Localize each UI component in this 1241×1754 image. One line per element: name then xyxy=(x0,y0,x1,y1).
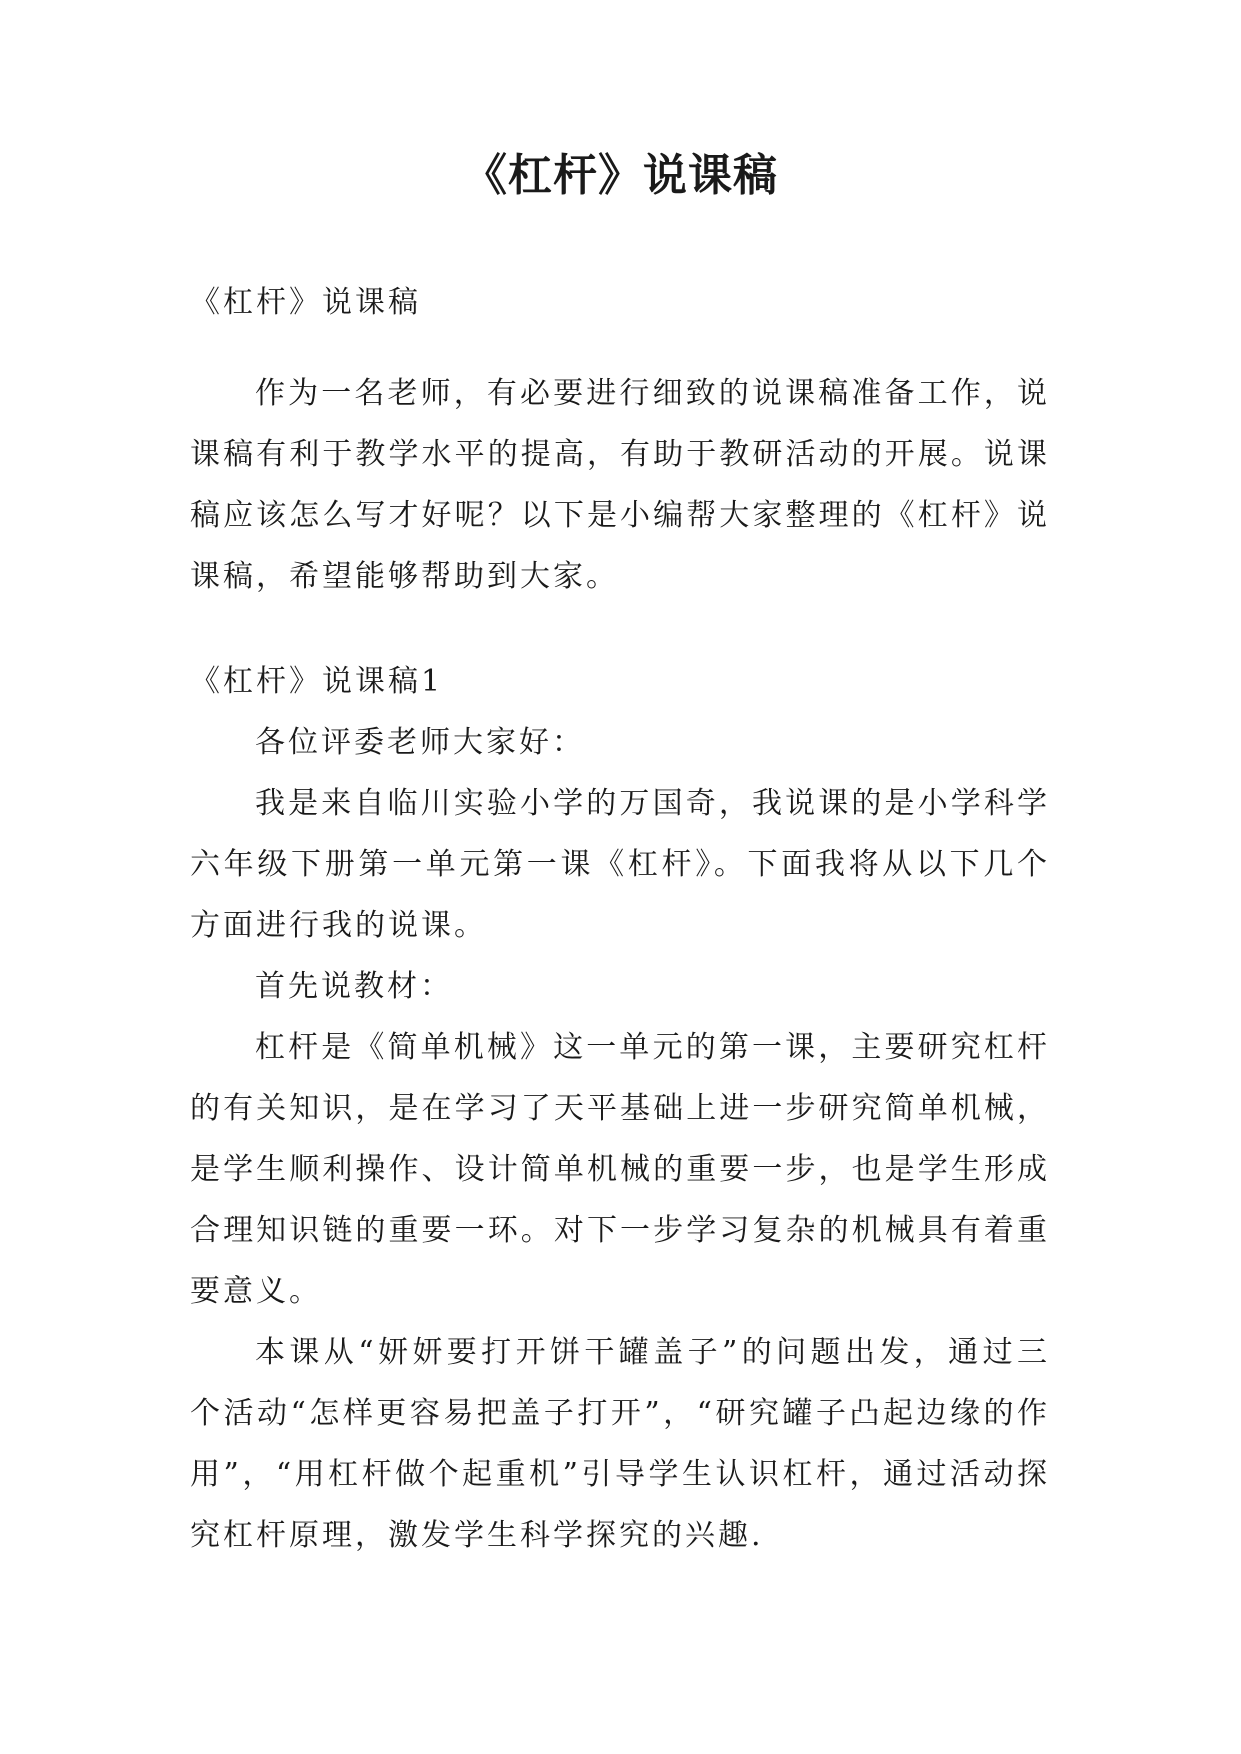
paragraph-greeting: 各位评委老师大家好： xyxy=(255,725,585,760)
paragraph-activities: 本课从“妍妍要打开饼干罐盖子”的问题出发，通过三个活动“怎样更容易把盖子打开”，“研究罐子凸起边缘的作用”，“用杠杆做个起重机”引导学生认识杠杆，通过活动探究杠杆原理，激发学生科学探究的兴趣. xyxy=(190,1335,1050,1553)
paragraph-textbook: 杠杆是《简单机械》这一单元的第一课，主要研究杠杆的有关知识，是在学习了天平基础上进一步研究简单机械，是学生顺利操作、设计简单机械的重要一步，也是学生形成合理知识链的重要一环。对下一步学习复杂的机械具有着重要意义。 xyxy=(190,1030,1050,1309)
document-body xyxy=(190,283,1050,1566)
spacer xyxy=(190,323,1050,363)
document-subtitle: 《杠杆》说课稿 xyxy=(190,285,421,320)
spacer xyxy=(190,607,1050,651)
paragraph-introduction: 我是来自临川实验小学的万国奇，我说课的是小学科学六年级下册第一单元第一课《杠杆》。下面我将从以下几个方面进行我的说课。 xyxy=(190,786,1050,943)
document-title: 《杠杆》说课稿 xyxy=(463,150,778,201)
paragraph-textbook-heading: 首先说教材： xyxy=(255,969,453,1004)
section-heading: 《杠杆》说课稿1 xyxy=(190,664,444,699)
intro-paragraph: 作为一名老师，有必要进行细致的说课稿准备工作，说课稿有利于教学水平的提高，有助于教研活动的开展。说课稿应该怎么写才好呢？以下是小编帮大家整理的《杠杆》说课稿，希望能够帮助到大家。 xyxy=(190,376,1050,594)
